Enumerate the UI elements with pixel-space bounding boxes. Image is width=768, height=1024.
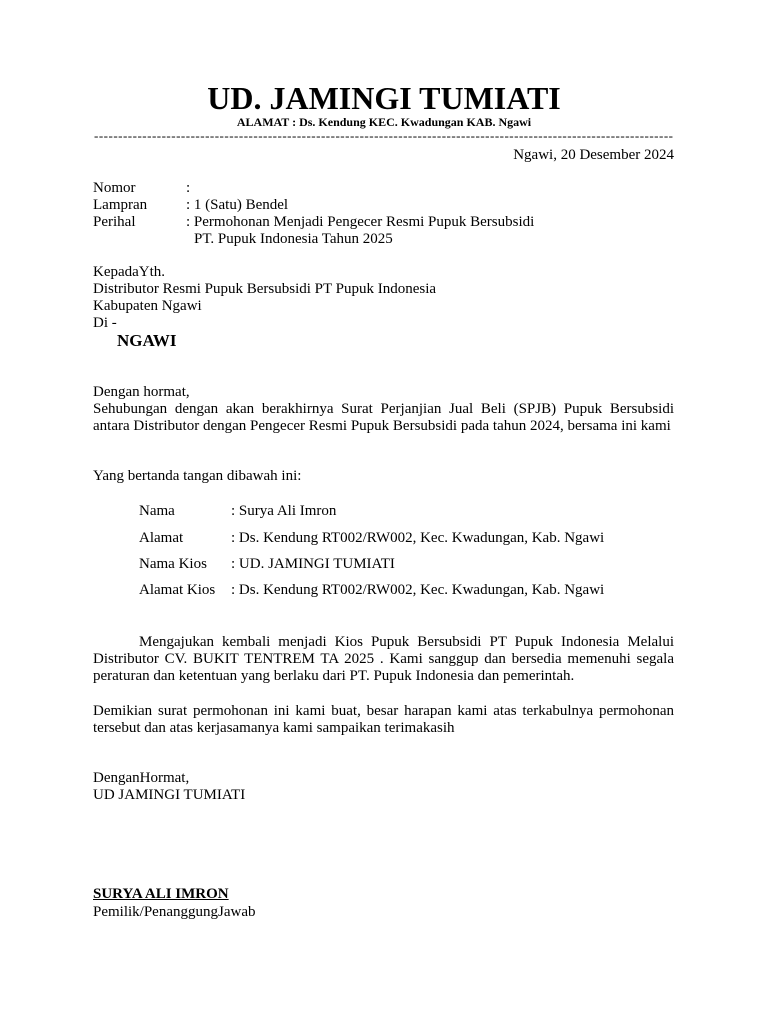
identity-value: : Ds. Kendung RT002/RW002, Kec. Kwadungan, Kab. Ngawi (231, 582, 605, 598)
recipient-line: Kabupaten Ngawi (93, 298, 202, 314)
identity-label: Nama (139, 503, 175, 519)
perihal-value-continued: PT. Pupuk Indonesia Tahun 2025 (194, 231, 393, 247)
nomor-value: : (186, 180, 191, 196)
signed-below-line: Yang bertanda tangan dibawah ini: (93, 468, 302, 484)
signatory-name: SURYA ALI IMRON (93, 886, 229, 902)
perihal-label: Perihal (93, 214, 136, 230)
recipient-line: KepadaYth. (93, 264, 166, 280)
company-address: ALAMAT : Ds. Kendung KEC. Kwadungan KAB. Ngawi (236, 115, 532, 129)
identity-value: : UD. JAMINGI TUMIATI (231, 556, 395, 572)
greeting: Dengan hormat, (93, 384, 190, 400)
letter-date: Ngawi, 20 Desember 2024 (513, 147, 674, 163)
identity-label: Nama Kios (139, 556, 207, 572)
closing-salutation: DenganHormat, (93, 770, 190, 786)
intro-paragraph: Sehubungan dengan akan berakhirnya Surat Perjanjian Jual Beli (SPJB) Pupuk Bersubsidi antara Distributor dengan Pengecer Resmi Pupuk Bersubsidi pada tahun 2024, bersama ini kami (93, 401, 674, 434)
header-separator: ------------------------------------------------------------------------------------------------------------------------ (94, 128, 674, 143)
recipient-line: Distributor Resmi Pupuk Bersubsidi PT Pupuk Indonesia (93, 281, 437, 297)
lampiran-label: Lampran (93, 197, 148, 213)
recipient-line: Di - (93, 315, 117, 331)
identity-value: : Ds. Kendung RT002/RW002, Kec. Kwadungan, Kab. Ngawi (231, 530, 605, 546)
request-paragraph: Mengajukan kembali menjadi Kios Pupuk Bersubsidi PT Pupuk Indonesia Melalui Distributor CV. BUKIT TENTREM TA 2025 . Kami sanggup dan bersedia memenuhi segala peraturan dan ketentuan yang berlaku dari PT. Pupuk Indonesia dan pemerintah. (93, 634, 674, 684)
lampiran-value: : 1 (Satu) Bendel (186, 197, 289, 213)
recipient-city: NGAWI (117, 331, 177, 350)
company-title: UD. JAMINGI TUMIATI (207, 80, 561, 116)
closing-paragraph: Demikian surat permohonan ini kami buat, besar harapan kami atas terkabulnya permohonan tersebut dan atas kerjasamanya kami sampaikan terimakasih (93, 703, 674, 736)
signature-company: UD JAMINGI TUMIATI (93, 787, 246, 803)
nomor-label: Nomor (93, 180, 136, 196)
identity-value: : Surya Ali Imron (231, 503, 337, 519)
identity-label: Alamat Kios (139, 582, 216, 598)
signatory-role: Pemilik/PenanggungJawab (93, 904, 256, 920)
perihal-value: : Permohonan Menjadi Pengecer Resmi Pupuk Bersubsidi (186, 214, 535, 230)
identity-label: Alamat (139, 530, 184, 546)
